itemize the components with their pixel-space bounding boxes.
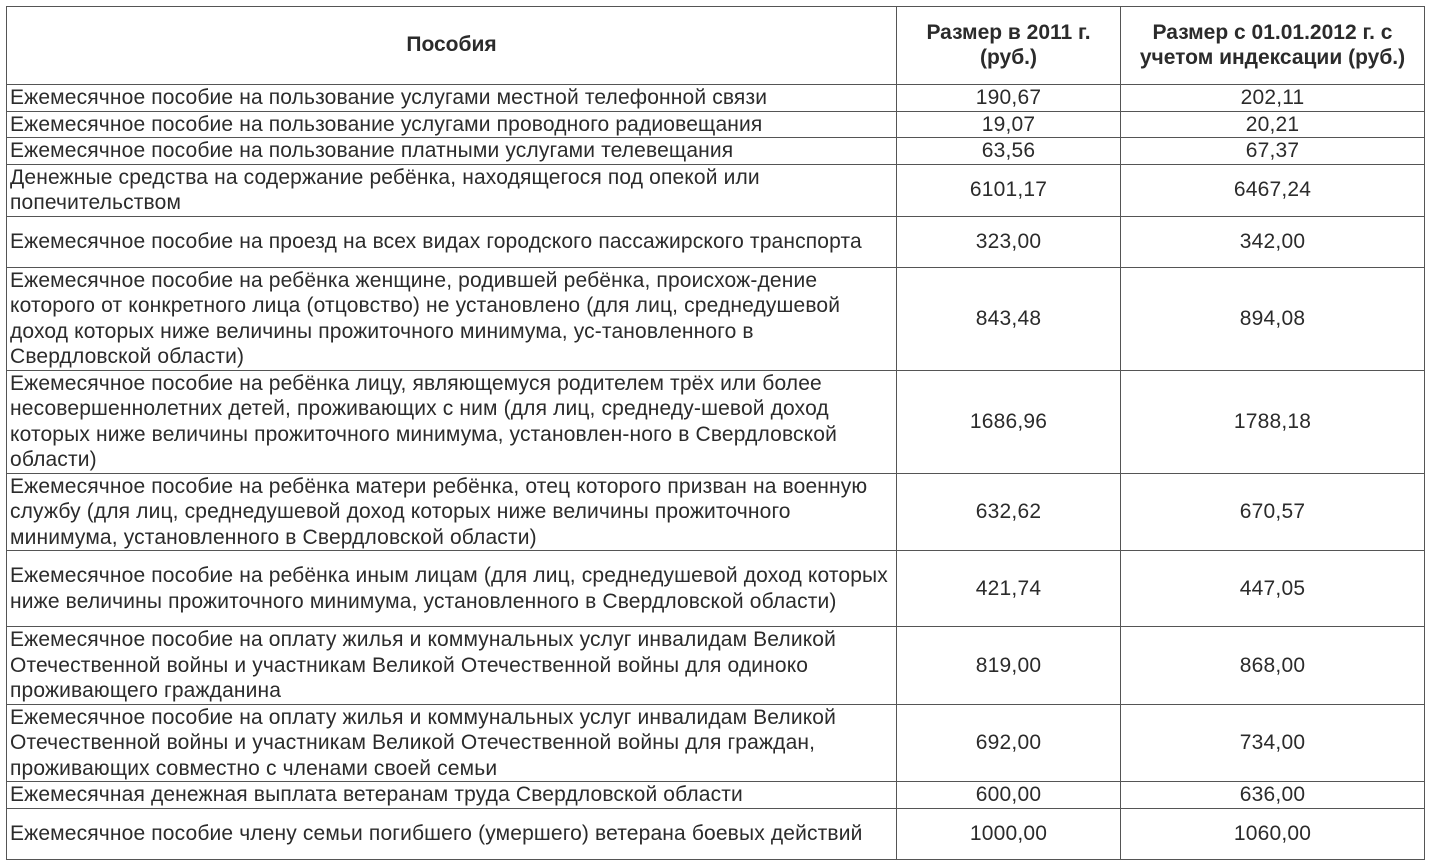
value-2012: 6467,24 [1121, 164, 1425, 216]
value-2012: 636,00 [1121, 782, 1425, 809]
table-row [7, 85, 1425, 112]
value-2012: 342,00 [1121, 216, 1425, 267]
value-2011: 190,67 [897, 85, 1121, 112]
benefit-name: Ежемесячное пособие члену семьи погибшего (умершего) ветерана боевых действий [7, 808, 897, 859]
table-row [7, 551, 1425, 627]
value-2011: 843,48 [897, 267, 1121, 370]
value-2012: 868,00 [1121, 627, 1425, 705]
table-row [7, 473, 1425, 551]
table-row [7, 111, 1425, 138]
benefit-name: Ежемесячное пособие на ребёнка лицу, являющемуся родителем трёх или более несовершеннолетних детей, проживающих с ним (для лиц, среднеду-шевой доход которых ниже величины прожиточного минимума, установлен-ного в Свердловской области) [7, 370, 897, 473]
table-row [7, 164, 1425, 216]
header-size-2011: Размер в 2011 г. (руб.) [897, 7, 1121, 85]
table-row [7, 627, 1425, 705]
benefit-name: Ежемесячное пособие на пользование платными услугами телевещания [7, 138, 897, 165]
table-row [7, 267, 1425, 370]
table-row [7, 782, 1425, 809]
value-2011: 692,00 [897, 704, 1121, 782]
value-2011: 1686,96 [897, 370, 1121, 473]
value-2011: 600,00 [897, 782, 1121, 809]
benefit-name: Ежемесячное пособие на оплату жилья и коммунальных услуг инвалидам Великой Отечественной войны и участникам Великой Отечественной войны для граждан, проживающих совместно с членами своей семьи [7, 704, 897, 782]
value-2012: 894,08 [1121, 267, 1425, 370]
benefit-name: Ежемесячное пособие на ребёнка женщине, родившей ребёнка, происхож-дение которого от конкретного лица (отцовство) не установлено (для лиц, среднедушевой доход которых ниже величины прожиточного минимума, ус-тановленного в Свердловской области) [7, 267, 897, 370]
benefit-name: Ежемесячное пособие на оплату жилья и коммунальных услуг инвалидам Великой Отечественной войны и участникам Великой Отечественной войны для одиноко проживающего гражданина [7, 627, 897, 705]
benefit-name: Ежемесячное пособие на проезд на всех видах городского пассажирского транспорта [7, 216, 897, 267]
table-row [7, 704, 1425, 782]
value-2011: 6101,17 [897, 164, 1121, 216]
value-2012: 1060,00 [1121, 808, 1425, 859]
value-2011: 819,00 [897, 627, 1121, 705]
value-2012: 20,21 [1121, 111, 1425, 138]
value-2012: 447,05 [1121, 551, 1425, 627]
table-row [7, 370, 1425, 473]
value-2012: 734,00 [1121, 704, 1425, 782]
value-2011: 323,00 [897, 216, 1121, 267]
benefit-name: Денежные средства на содержание ребёнка, находящегося под опекой или попечительством [7, 164, 897, 216]
table-row [7, 808, 1425, 859]
benefit-name: Ежемесячное пособие на ребёнка иным лицам (для лиц, среднедушевой доход которых ниже величины прожиточного минимума, установленного в Свердловской области) [7, 551, 897, 627]
value-2011: 1000,00 [897, 808, 1121, 859]
value-2011: 632,62 [897, 473, 1121, 551]
value-2012: 670,57 [1121, 473, 1425, 551]
table-header-row [7, 7, 1425, 85]
benefit-name: Ежемесячное пособие на ребёнка матери ребёнка, отец которого призван на военную службу (для лиц, среднедушевой доход которых ниже величины прожиточного минимума, установленного в Свердловской области) [7, 473, 897, 551]
header-benefits: Пособия [7, 7, 897, 85]
benefit-name: Ежемесячное пособие на пользование услугами местной телефонной связи [7, 85, 897, 112]
value-2011: 421,74 [897, 551, 1121, 627]
value-2012: 67,37 [1121, 138, 1425, 165]
header-size-2012: Размер с 01.01.2012 г. с учетом индексации (руб.) [1121, 7, 1425, 85]
value-2012: 1788,18 [1121, 370, 1425, 473]
value-2011: 19,07 [897, 111, 1121, 138]
value-2011: 63,56 [897, 138, 1121, 165]
benefit-name: Ежемесячное пособие на пользование услугами проводного радиовещания [7, 111, 897, 138]
value-2012: 202,11 [1121, 85, 1425, 112]
benefit-name: Ежемесячная денежная выплата ветеранам труда Свердловской области [7, 782, 897, 809]
benefits-table [6, 6, 1425, 860]
table-row [7, 138, 1425, 165]
table-row [7, 216, 1425, 267]
